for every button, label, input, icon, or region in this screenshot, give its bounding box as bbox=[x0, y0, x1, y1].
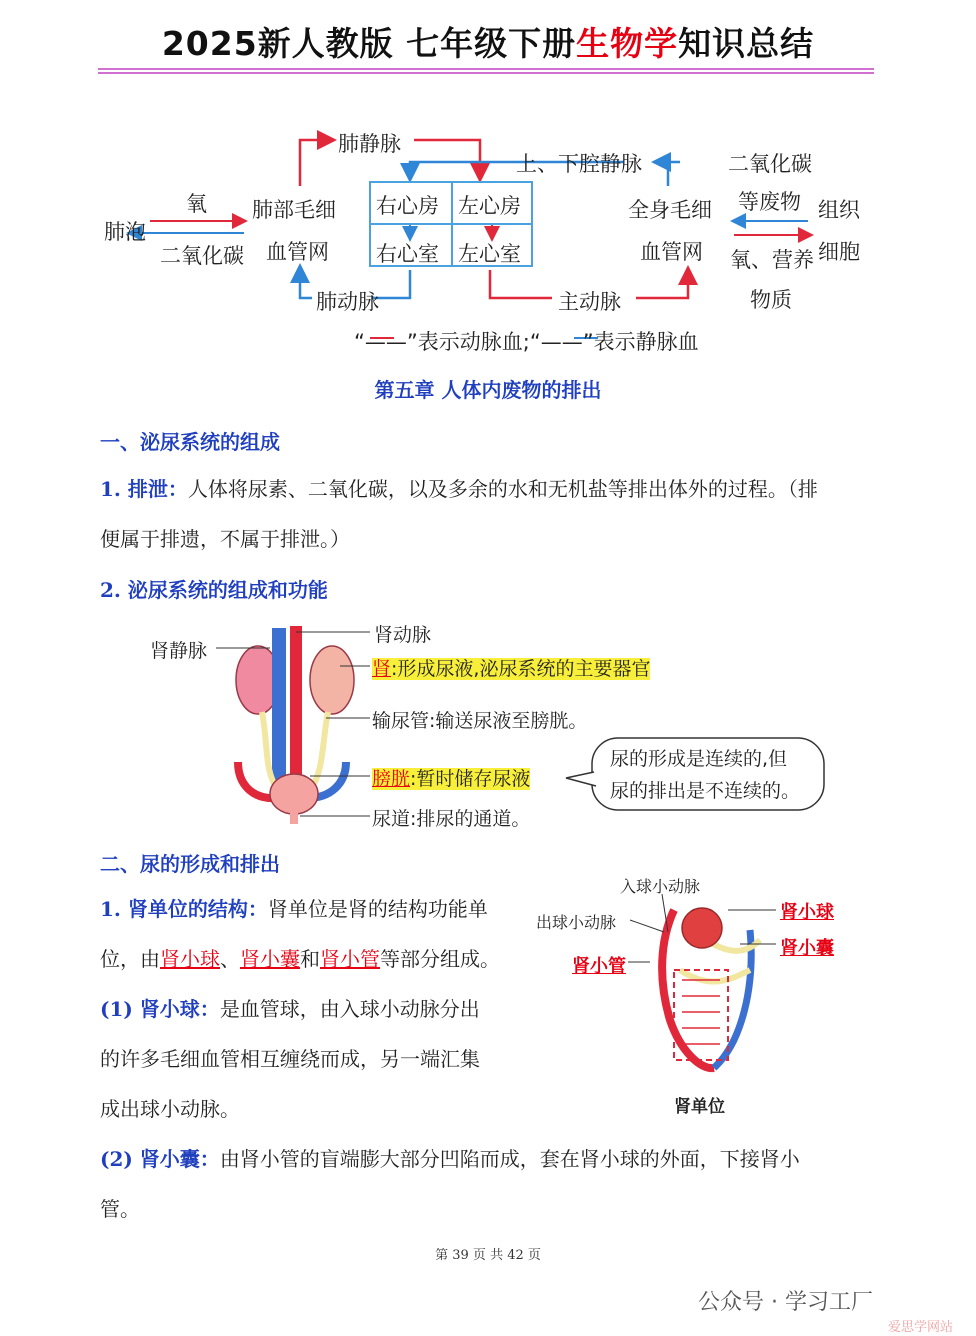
label-renal-artery: 肾动脉 bbox=[374, 624, 432, 646]
label-vena-cava: 上、下腔静脉 bbox=[516, 152, 642, 176]
watermark-site: 爱思学网站 bbox=[888, 1320, 954, 1335]
watermark-account: 公众号 · 学习工厂 bbox=[698, 1290, 873, 1315]
section-heading-1: 一、泌尿系统的组成 bbox=[100, 430, 280, 454]
label-afferent-arteriole: 入球小动脉 bbox=[620, 877, 701, 896]
label-lung-capillary-2: 血管网 bbox=[266, 240, 329, 264]
label-body-capillary-2: 血管网 bbox=[640, 240, 703, 264]
label-right-atrium: 右心房 bbox=[376, 194, 439, 218]
label-ureter: 输尿管:输送尿液至膀胱。 bbox=[372, 710, 588, 732]
label-renal-vein: 肾静脉 bbox=[150, 640, 208, 662]
label-urethra: 尿道:排尿的通道。 bbox=[372, 808, 531, 830]
label-lung-capillary-1: 肺部毛细 bbox=[252, 198, 336, 222]
label-alveoli: 肺泡 bbox=[104, 220, 146, 244]
note-line-1: 尿的形成是连续的,但 bbox=[610, 748, 788, 770]
label-kidney: 肾:形成尿液,泌尿系统的主要器官 bbox=[372, 658, 651, 680]
page-number: 第 39 页 共 42 页 bbox=[435, 1248, 541, 1263]
label-pulmonary-vein: 肺静脉 bbox=[338, 132, 401, 156]
note-line-2: 尿的排出是不连续的。 bbox=[610, 780, 801, 802]
label-co2-right: 二氧化碳 bbox=[728, 152, 812, 176]
subheading-urinary-system: 2. 泌尿系统的组成和功能 bbox=[100, 578, 328, 602]
label-body-capillary-1: 全身毛细 bbox=[628, 198, 712, 222]
nephron-caption: 肾单位 bbox=[674, 1097, 725, 1117]
label-glomerulus: 肾小球 bbox=[780, 902, 834, 923]
label-aorta: 主动脉 bbox=[558, 290, 621, 314]
paragraph-nephron-structure: 1. 肾单位的结构：肾单位是肾的结构功能单 位，由肾小球、肾小囊和肾小管等部分组成。 bbox=[100, 897, 500, 971]
label-pulmonary-artery: 肺动脉 bbox=[316, 290, 379, 314]
label-nutrients: 氧、营养 bbox=[730, 248, 814, 272]
label-oxygen: 氧 bbox=[186, 192, 207, 216]
label-tissue-1: 组织 bbox=[818, 198, 860, 222]
page-title: 2025新人教版 七年级下册生物学知识总结 bbox=[161, 24, 815, 63]
label-substance: 物质 bbox=[750, 288, 792, 312]
chapter-heading: 第五章 人体内废物的排出 bbox=[374, 378, 602, 402]
label-bladder: 膀胱:暂时储存尿液 bbox=[372, 768, 531, 790]
paragraph-glomerulus: (1) 肾小球：是血管球，由入球小动脉分出 的许多毛细血管相互缠绕而成，另一端汇集 成出球小动脉。 bbox=[100, 997, 480, 1121]
label-right-ventricle: 右心室 bbox=[376, 242, 439, 266]
section-heading-2: 二、尿的形成和排出 bbox=[100, 852, 280, 876]
label-left-ventricle: 左心室 bbox=[458, 242, 521, 266]
label-efferent-arteriole: 出球小动脉 bbox=[536, 913, 617, 932]
label-co2-left: 二氧化碳 bbox=[160, 244, 244, 268]
label-renal-capsule: 肾小囊 bbox=[780, 938, 834, 959]
label-wastes: 等废物 bbox=[738, 190, 801, 214]
label-left-atrium: 左心房 bbox=[458, 194, 521, 218]
label-renal-tubule: 肾小管 bbox=[572, 956, 626, 977]
label-tissue-2: 细胞 bbox=[818, 240, 860, 264]
paragraph-renal-capsule: (2) 肾小囊：由肾小管的盲端膨大部分凹陷而成，套在肾小球的外面，下接肾小 管。 bbox=[100, 1147, 800, 1221]
blood-legend: “——”表示动脉血;“——”表示静脉血 bbox=[354, 330, 699, 354]
paragraph-excretion: 1. 排泄：人体将尿素、二氧化碳，以及多余的水和无机盐等排出体外的过程。（排 便属于排遗，不属于排泄。） bbox=[100, 477, 818, 551]
